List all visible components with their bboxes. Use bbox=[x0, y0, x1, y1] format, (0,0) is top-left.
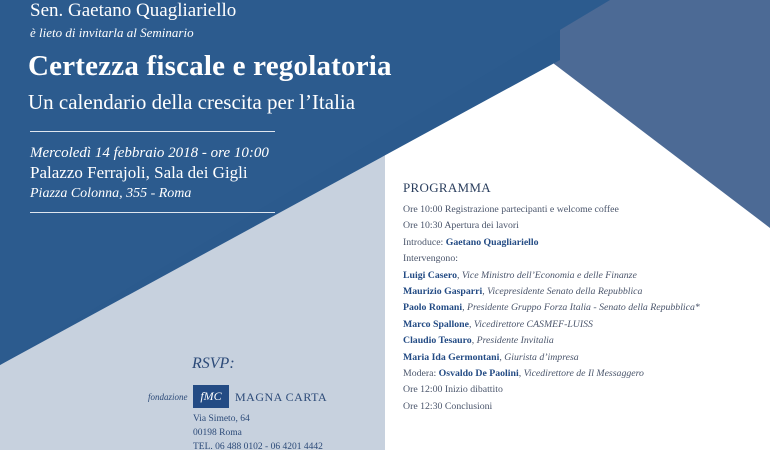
speaker-name: Maurizio Gasparri bbox=[403, 285, 483, 297]
speaker-row: Claudio Tesauro, Presidente Invitalia bbox=[403, 335, 554, 347]
moderator-label: Modera: bbox=[403, 367, 437, 379]
bottom-divider bbox=[30, 212, 275, 213]
speaker-name: Maria Ida Germontani bbox=[403, 351, 500, 363]
speaker-role: Presidente Gruppo Forza Italia - Senato della Repubblica* bbox=[466, 302, 700, 314]
speaker-row: Paolo Romani, Presidente Gruppo Forza Italia - Senato della Repubblica* bbox=[403, 302, 700, 314]
event-venue: Palazzo Ferrajoli, Sala dei Gigli bbox=[30, 163, 248, 182]
speaker-row: Marco Spallone, Vicedirettore CASMEF-LUISS bbox=[403, 318, 593, 330]
event-subtitle: Un calendario della crescita per l’Italia bbox=[28, 90, 356, 114]
logo-name: MAGNA CARTA bbox=[235, 390, 328, 404]
speaker-role: Vice Ministro dell’Economia e delle Finanze bbox=[461, 269, 637, 281]
programma-line: Intervengono: bbox=[403, 253, 458, 265]
moderator-row: Modera: Osvaldo De Paolini, Vicedirettore de Il Messaggero bbox=[403, 367, 644, 379]
moderator-role: Vicedirettore de Il Messaggero bbox=[523, 367, 644, 379]
event-title: Certezza fiscale e regolatoria bbox=[28, 50, 392, 82]
magna-carta-logo: fMC bbox=[193, 385, 229, 408]
top-divider bbox=[30, 131, 275, 132]
programma-line: Ore 10:00 Registrazione partecipanti e welcome coffee bbox=[403, 204, 619, 215]
fondazione-label: fondazione bbox=[148, 392, 188, 402]
moderator-name: Osvaldo De Paolini bbox=[438, 367, 519, 379]
speaker-role: Presidente Invitalia bbox=[476, 335, 554, 347]
event-address: Piazza Colonna, 355 - Roma bbox=[30, 186, 192, 201]
programma-line: Ore 12:00 Inizio dibattito bbox=[403, 384, 503, 396]
programma-section bbox=[403, 180, 700, 415]
speaker-name: Marco Spallone bbox=[403, 318, 469, 330]
programma-title: PROGRAMMA bbox=[403, 180, 491, 195]
programma-line: Ore 12:30 Conclusioni bbox=[403, 400, 493, 412]
introduce-name: Gaetano Quagliariello bbox=[445, 236, 539, 248]
speaker-role: Vicepresidente Senato della Repubblica bbox=[487, 285, 643, 297]
speaker-role: Vicedirettore CASMEF-LUISS bbox=[473, 318, 593, 330]
speaker-row: Luigi Casero, Vice Ministro dell’Economia e delle Finanze bbox=[403, 269, 637, 281]
contact-phone: TEL. 06 488 0102 - 06 4201 4442 bbox=[193, 442, 323, 452]
contact-street: Via Simeto, 64 bbox=[193, 414, 250, 424]
introduce-label: Introduce: bbox=[403, 236, 444, 248]
sender-name: Sen. Gaetano Quagliariello bbox=[30, 0, 237, 21]
invitation-text: è lieto di invitarla al Seminario bbox=[30, 25, 194, 40]
speaker-name: Paolo Romani bbox=[403, 302, 463, 314]
speaker-name: Claudio Tesauro bbox=[403, 335, 472, 347]
programma-line: Ore 10:30 Apertura dei lavori bbox=[403, 220, 519, 232]
speaker-row: Maria Ida Germontani, Giurista d’impresa bbox=[403, 351, 579, 363]
speaker-name: Luigi Casero bbox=[403, 269, 457, 281]
event-date: Mercoledì 14 febbraio 2018 - ore 10:00 bbox=[30, 145, 269, 161]
speaker-row: Maurizio Gasparri, Vicepresidente Senato della Repubblica bbox=[403, 285, 643, 297]
speaker-role: Giurista d’impresa bbox=[504, 351, 579, 363]
contact-city: 00198 Roma bbox=[193, 428, 242, 438]
programma-introduce bbox=[403, 235, 700, 251]
rsvp-label: RSVP: bbox=[192, 355, 235, 372]
